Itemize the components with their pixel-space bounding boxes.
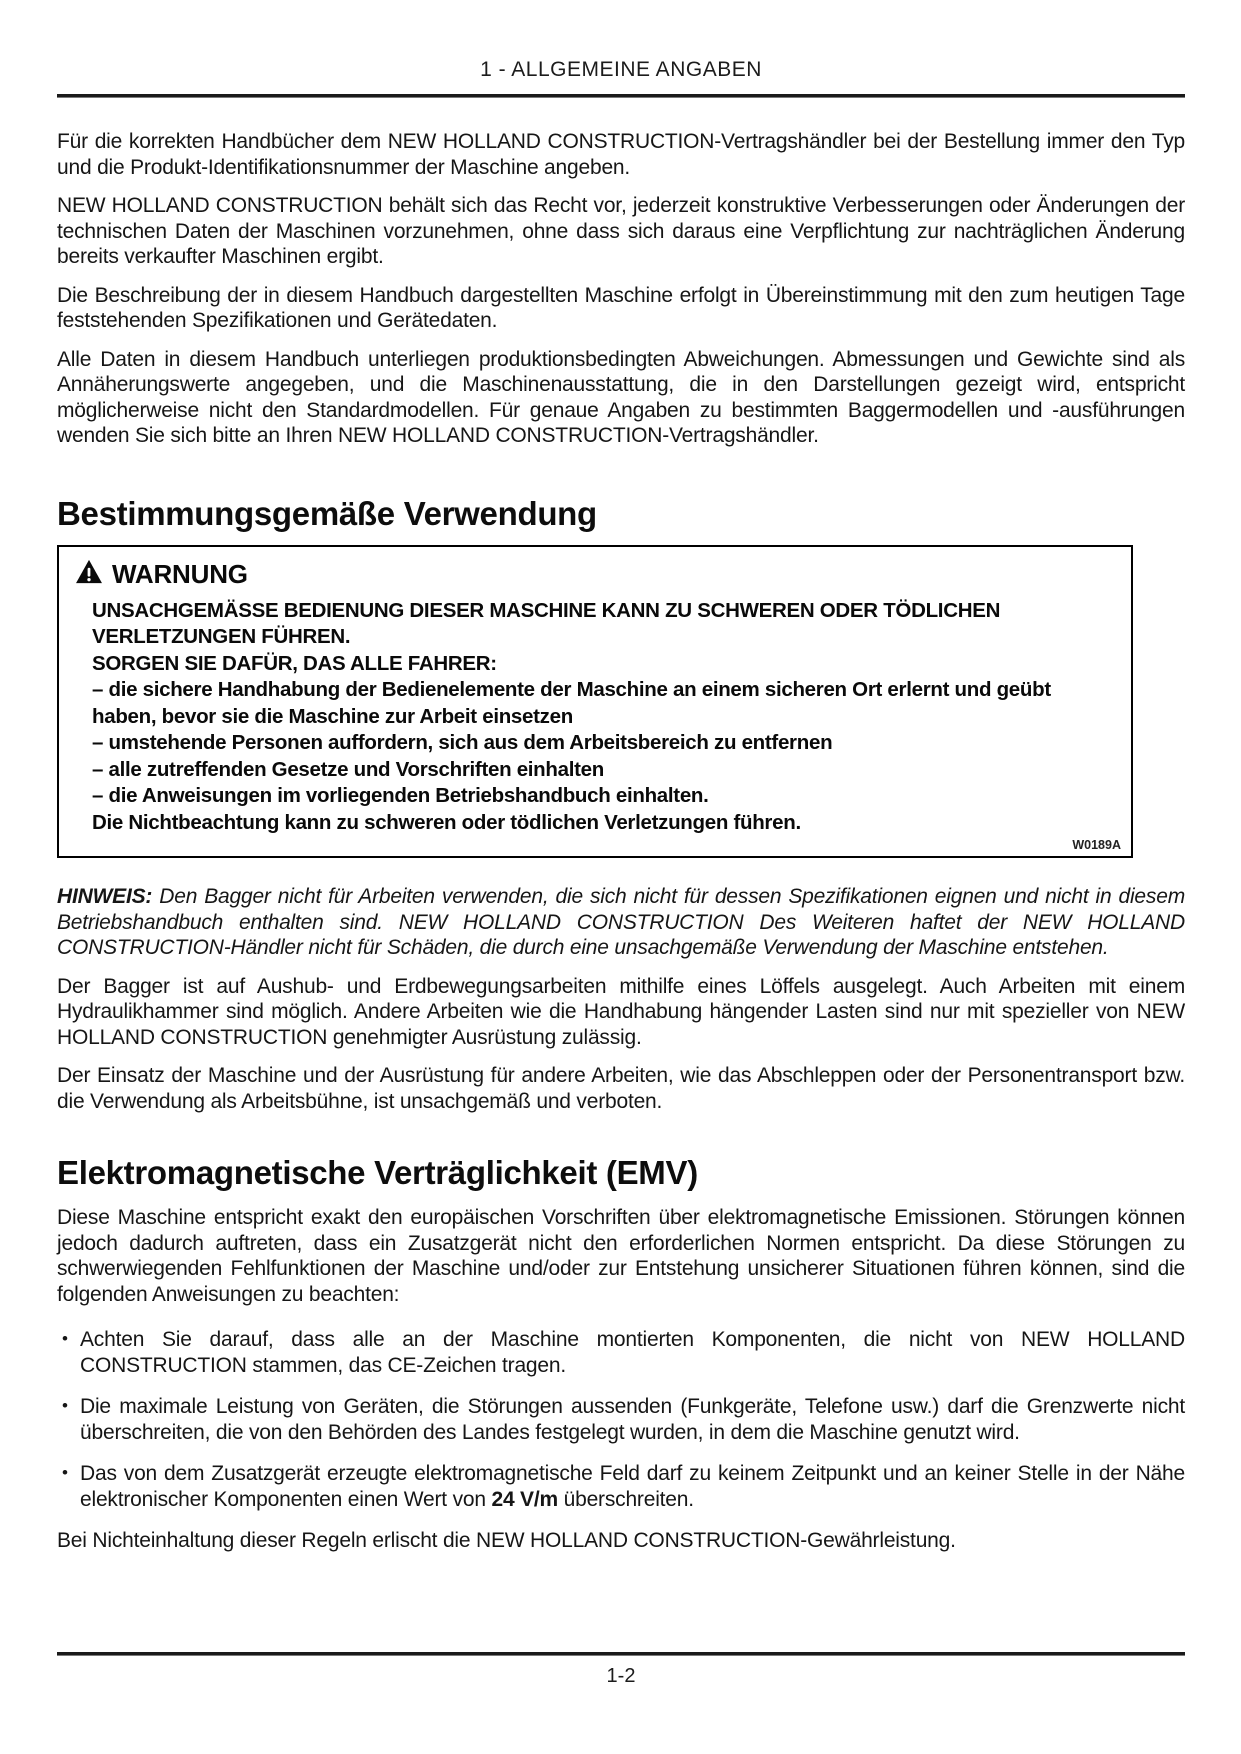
intended-use-paragraph: Der Einsatz der Maschine und der Ausrüstung für andere Arbeiten, wie das Abschleppen oder der Personentransport bzw. die Verwendung als Arbeitsbühne, ist unsachgemäß und verboten. <box>57 1064 1185 1113</box>
note-text: Den Bagger nicht für Arbeiten verwenden, die sich nicht für dessen Spezifikationen eignen und nicht in diesem Betriebshandbuch enthalten sind. NEW HOLLAND CONSTRUCTION Des Weiteren haftet der NEW HOLLAND CONSTRUCTION-Händler nicht für Schäden, die durch eine unsachgemäße Verwendung der Maschine entstehen. <box>57 885 1185 959</box>
note-label: HINWEIS: <box>57 885 153 908</box>
emc-bullet-text-post: überschreiten. <box>557 1487 694 1511</box>
section-title-emc: Elektromagnetische Verträglichkeit (EMV) <box>57 1154 698 1191</box>
warning-line: Die Nichtbeachtung kann zu schweren oder tödlichen Verletzungen führen. <box>92 810 801 834</box>
warning-box <box>57 545 1133 859</box>
page-footer <box>57 1652 1185 1688</box>
emc-bullet-item <box>57 1461 1185 1512</box>
warning-body <box>75 598 1113 837</box>
intro-paragraph: NEW HOLLAND CONSTRUCTION behält sich das Recht vor, jederzeit konstruktive Verbesserungen oder Änderungen der technischen Daten der Maschinen vorzunehmen, ohne dass sich daraus eine Verpflichtung zur nachträglichen Änderung bereits verkaufter Maschinen ergibt. <box>57 194 1185 268</box>
note-paragraph <box>57 884 1185 961</box>
intro-paragraph: Für die korrekten Handbücher dem NEW HOLLAND CONSTRUCTION-Vertragshändler bei der Bestellung immer den Typ und die Produkt-Identifikationsnummer der Maschine angeben. <box>57 130 1185 179</box>
emc-intro-paragraph: Diese Maschine entspricht exakt den europäischen Vorschriften über elektromagnetische Emissionen. Störungen können jedoch dadurch auftreten, dass ein Zusatzgerät nicht den erforderlichen Normen entspricht. Da diese Störungen zu schwerwiegenden Fehlfunktionen der Maschine und/oder zur Entstehung unsicherer Situationen führen können, sind die folgenden Anweisungen zu beachten: <box>57 1206 1185 1306</box>
warning-triangle-icon <box>75 559 103 589</box>
intro-paragraph: Alle Daten in diesem Handbuch unterliegen produktionsbedingten Abweichungen. Abmessungen und Gewichte sind als Annäherungswerte angegeben, und die Maschinenausstattung, die in den Darstellungen gezeigt wird, entspricht möglicherweise nicht den Standardmodellen. Für genaue Angaben zu bestimmten Baggermodellen und -ausführungen wenden Sie sich bitte an Ihren NEW HOLLAND CONSTRUCTION-Vertragshändler. <box>57 347 1185 447</box>
intended-use-paragraph: Der Bagger ist auf Aushub- und Erdbewegungsarbeiten mithilfe eines Löffels ausgelegt. Auch Arbeiten mit einem Hydraulikhammer sind möglich. Andere Arbeiten wie die Handhabung hängender Lasten sind nur mit spezieller von NEW HOLLAND CONSTRUCTION genehmigter Ausrüstung zulässig. <box>57 974 1185 1049</box>
emc-closing-paragraph: Bei Nichteinhaltung dieser Regeln erlischt die NEW HOLLAND CONSTRUCTION-Gewährleistung. <box>57 1529 956 1552</box>
intro-paragraph: Die Beschreibung der in diesem Handbuch dargestellten Maschine erfolgt in Übereinstimmung mit den zum heutigen Tage feststehenden Spezifikationen und Gerätedaten. <box>57 283 1185 332</box>
page-number: 1-2 <box>606 1665 636 1687</box>
running-header-title: 1 - ALLGEMEINE ANGABEN <box>480 58 762 81</box>
warning-line: – alle zutreffenden Gesetze und Vorschriften einhalten <box>92 757 604 781</box>
warning-line: – die sichere Handhabung der Bedienelemente der Maschine an einem sicheren Ort erlernt und geübt haben, bevor sie die Maschine zur Arbeit einsetzen <box>92 678 1051 728</box>
warning-line: UNSACHGEMÄSSE BEDIENUNG DIESER MASCHINE KANN ZU SCHWEREN ODER TÖDLICHEN VERLETZUNGEN FÜHREN. <box>92 598 1001 648</box>
section-title-intended-use: Bestimmungsgemäße Verwendung <box>57 494 597 532</box>
warning-label: WARNUNG <box>112 558 248 589</box>
warning-line: – die Anweisungen im vorliegenden Betriebshandbuch einhalten. <box>92 784 709 807</box>
emc-bullet-item: • Achten Sie darauf, dass alle an der Maschine montierten Komponenten, die nicht von NEW HOLLAND CONSTRUCTION stammen, das CE-Zeichen tragen. <box>57 1327 1185 1378</box>
emc-bullet-list <box>57 1327 1185 1512</box>
emc-limit-value: 24 V/m <box>491 1487 558 1511</box>
warning-reference-code: W0189A <box>1072 838 1121 852</box>
emc-bullet-item: • Die maximale Leistung von Geräten, die Störungen aussenden (Funkgeräte, Telefone usw.) darf die Grenzwerte nicht überschreiten, die von den Behörden des Landes festgelegt wurden, in dem die Maschine genutzt wird. <box>57 1394 1185 1445</box>
header-rule <box>57 94 1185 98</box>
footer-rule <box>57 1652 1185 1656</box>
page-content <box>57 0 1185 1554</box>
warning-line: – umstehende Personen auffordern, sich aus dem Arbeitsbereich zu entfernen <box>92 731 833 754</box>
emc-bullet-text-pre: Das von dem Zusatzgerät erzeugte elektromagnetische Feld darf zu keinem Zeitpunkt und an keiner Stelle in der Nähe elektronischer Komponenten einen Wert von <box>80 1462 1185 1511</box>
warning-header <box>75 559 1113 590</box>
warning-line: SORGEN SIE DAFÜR, DAS ALLE FAHRER: <box>92 651 497 675</box>
